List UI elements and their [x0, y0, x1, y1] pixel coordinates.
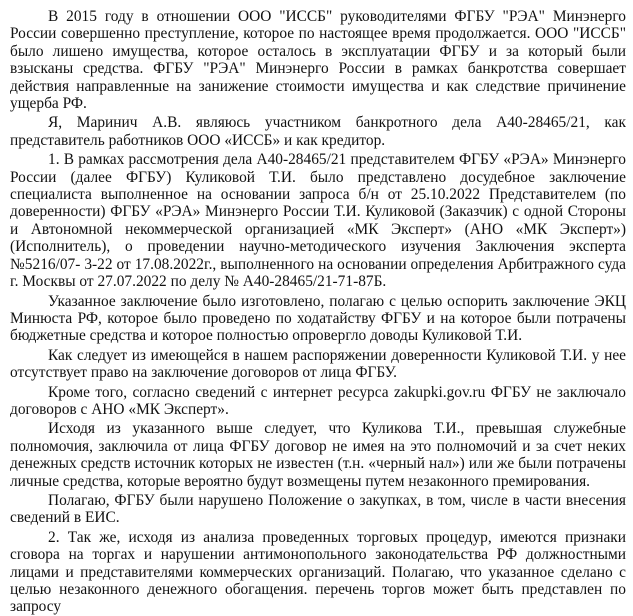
- paragraph-exceeding-authority: Исходя из указанного выше следует, что Куликова Т.И., превышая служебные полномочия, заключила от лица ФГБУ договор не имея на это полномочий и за счет неких денежных средств источник которых не известен (т.н. «черный нал») или же были потрачены личные средства, которые вероятно будут возмещены путем незаконного премирования.: [10, 420, 626, 490]
- paragraph-zakupki: Кроме того, согласно сведений с интернет ресурса zakupki.gov.ru ФГБУ не заключало договоров с АНО «МК Эксперт».: [10, 383, 626, 418]
- paragraph-procurement-violation: Полагаю, ФГБУ были нарушено Положение о закупках, в том, числе в части внесения сведений в ЕИС.: [10, 491, 626, 527]
- paragraph-conclusion-purpose: Указанное заключение было изготовлено, полагаю с целью оспорить заключение ЭКЦ Минюста РФ, которое было проведено по ходатайству ФГБУ и на которое были потрачены бюджетные средства и которое полностью опровергло доводы Куликовой Т.И.: [10, 292, 626, 345]
- paragraph-intro: В 2015 году в отношении ООО "ИССБ" руководителями ФГБУ "РЭА" Минэнерго России совершенно преступление, которое по настоящее время продолжается. ООО "ИССБ" было лишено имущества, которое осталось в эксплуатации ФГБУ и за который были взысканы средства. ФГБУ "РЭА" Минэнерго России в рамках банкротства совершает действия направленные на занижение стоимости имущества и как следствие причинение ущерба РФ.: [10, 8, 626, 113]
- paragraph-point-1: 1. В рамках рассмотрения дела А40-28465/21 представителем ФГБУ «РЭА» Минэнерго России (далее ФГБУ) Куликовой Т.И. было представлено досудебное заключение специалиста выполненное на основании запроса б/н от 25.10.2022 Представителем (по доверенности) ФГБУ «РЭА» Минэнерго России Т.И. Куликовой (Заказчик) с одной Стороны и Автономной некоммерческой организацией «МК Эксперт» (АНО «МК Эксперт») (Исполнитель), о проведении научно-методического изучения Заключения эксперта №5216/07- 3-22 от 17.08.2022г., выполненного на основании определения Арбитражного суда г. Москвы от 27.07.2022 по делу № А40-28465/21-71-87Б.: [10, 151, 626, 291]
- paragraph-point-2: 2. Так же, исходя из анализа проведенных торговых процедур, имеются признаки сговора на торгах и нарушении антимонопольного законодательства РФ должностными лицами и представителями коммерческих организаций. Полагаю, что указанное сделано с целью незаконного денежного обогащения. перечень торгов может быть представлен по запросу: [10, 528, 626, 616]
- paragraph-power-of-attorney: Как следует из имеющейся в нашем распоряжении доверенности Куликовой Т.И. у нее отсутствует право на заключение договоров от лица ФГБУ.: [10, 346, 626, 382]
- document-body: [10, 8, 626, 616]
- paragraph-author: Я, Маринич А.В. являюсь участником банкротного дела А40-28465/21, как представитель работников ООО «ИССБ» и как кредитор.: [10, 114, 626, 149]
